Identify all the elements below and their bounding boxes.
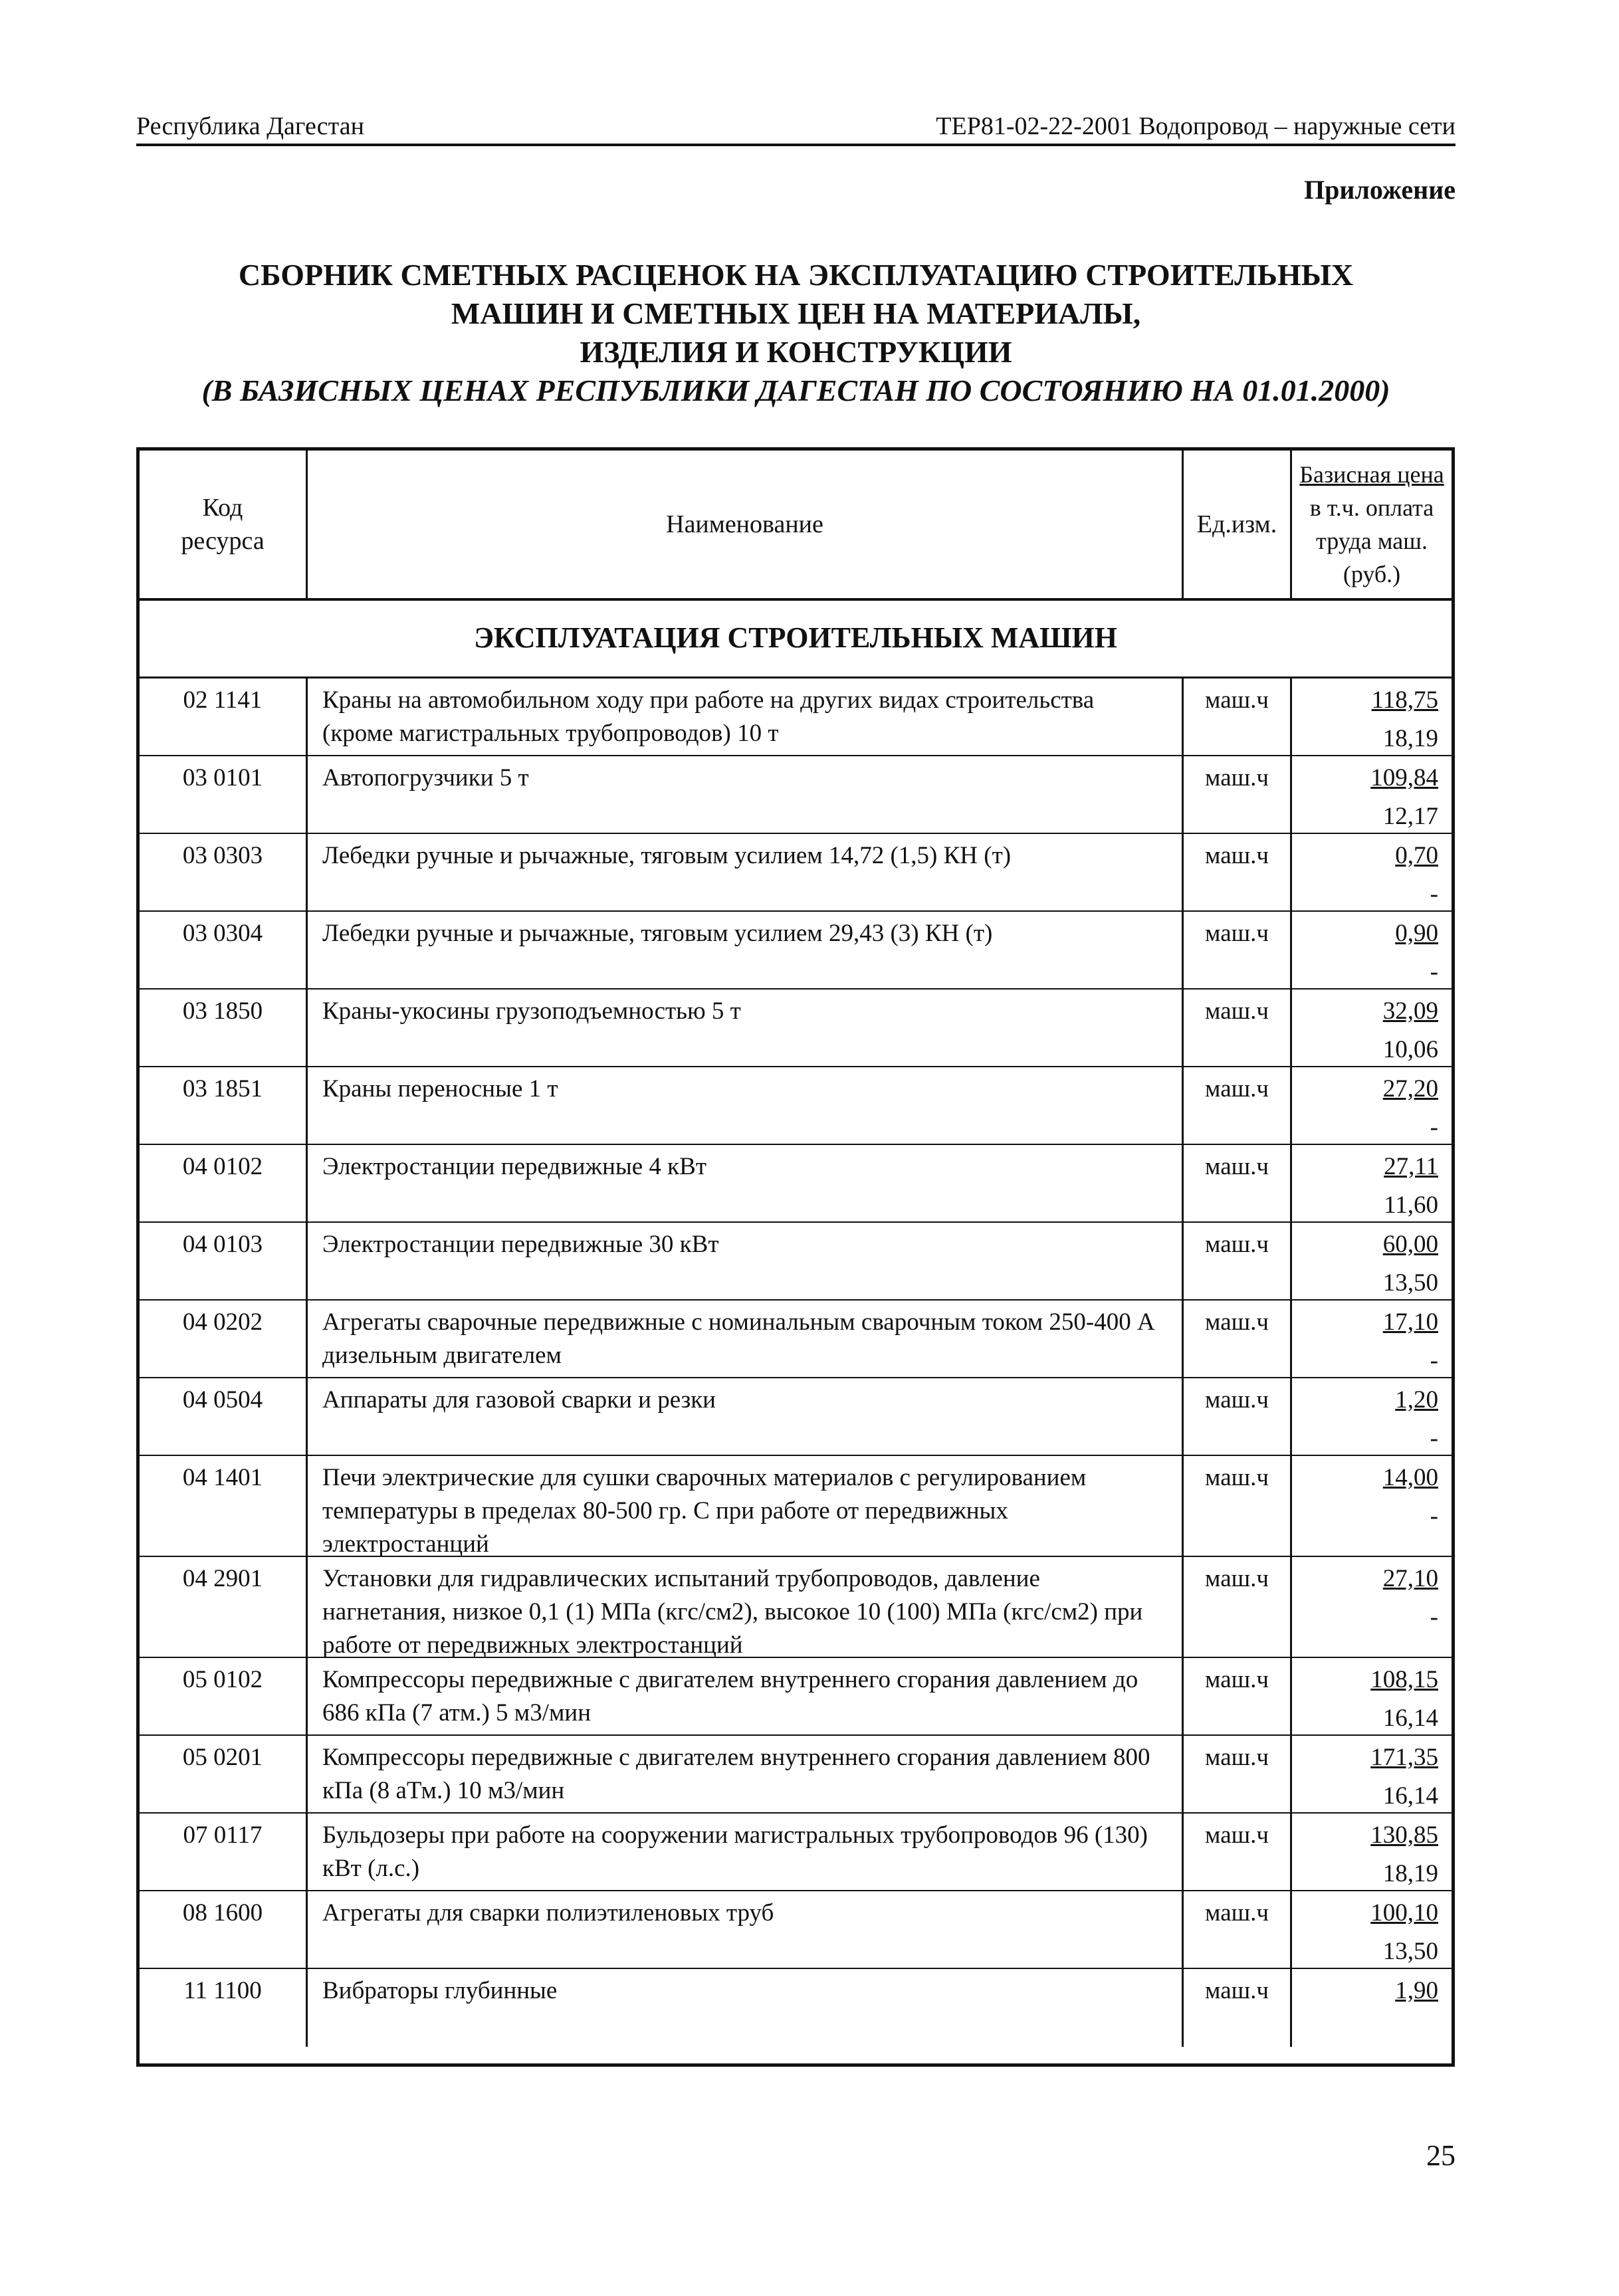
price-cell bbox=[1290, 1969, 1452, 2047]
table-row bbox=[140, 1456, 1452, 1557]
unit-cell: маш.ч bbox=[1182, 1658, 1290, 1734]
running-header-right: ТЕР81-02-22-2001 Водопровод – наружные сети bbox=[936, 112, 1456, 140]
name-cell: Печи электрические для сушки сварочных материалов с регулированием температуры в пределах 80-500 гр. С при работе от передвижных электростанций bbox=[306, 1456, 1182, 1556]
table-row bbox=[140, 990, 1452, 1067]
price-cell bbox=[1290, 756, 1452, 833]
base-price: 130,85 bbox=[1370, 1822, 1438, 1849]
base-price: 60,00 bbox=[1382, 1231, 1438, 1258]
table-row bbox=[140, 678, 1452, 756]
base-price: 14,00 bbox=[1382, 1464, 1438, 1491]
name-cell: Агрегаты для сварки полиэтиленовых труб bbox=[306, 1891, 1182, 1968]
base-price: 0,70 bbox=[1395, 842, 1438, 869]
code-cell: 03 1850 bbox=[182, 997, 263, 1025]
name-cell: Лебедки ручные и рычажные, тяговым усилием 14,72 (1,5) КН (т) bbox=[306, 834, 1182, 910]
unit-cell: маш.ч bbox=[1182, 1067, 1290, 1144]
name-cell: Электростанции передвижные 30 кВт bbox=[306, 1223, 1182, 1299]
title-line-4: (В БАЗИСНЫХ ЦЕНАХ РЕСПУБЛИКИ ДАГЕСТАН ПО СОСТОЯНИЮ НА 01.01.2000) bbox=[201, 373, 1390, 407]
price-cell bbox=[1290, 1067, 1452, 1144]
code-cell: 05 0201 bbox=[182, 1744, 263, 1771]
name-cell: Краны на автомобильном ходу при работе на других видах строительства (кроме магистральных трубопроводов) 10 т bbox=[306, 678, 1182, 755]
header-unit: Ед.изм. bbox=[1182, 451, 1290, 598]
code-cell: 03 0304 bbox=[182, 920, 263, 947]
name-cell: Аппараты для газовой сварки и резки bbox=[306, 1378, 1182, 1455]
price-cell bbox=[1290, 1145, 1452, 1221]
name-cell: Агрегаты сварочные передвижные с номинальным сварочным током 250-400 А дизельным двигателем bbox=[306, 1301, 1182, 1377]
header-code-line-1: Код bbox=[202, 494, 243, 522]
table-body bbox=[140, 678, 1452, 2047]
price-cell bbox=[1290, 1814, 1452, 1890]
table-row bbox=[140, 756, 1452, 834]
price-cell bbox=[1290, 1658, 1452, 1734]
table-row bbox=[140, 1223, 1452, 1301]
header-code-line-2: ресурса bbox=[181, 527, 265, 555]
price-cell bbox=[1290, 990, 1452, 1066]
unit-cell: маш.ч bbox=[1182, 1378, 1290, 1455]
price-cell bbox=[1290, 1378, 1452, 1455]
table-row bbox=[140, 1891, 1452, 1969]
section-heading: ЭКСПЛУАТАЦИЯ СТРОИТЕЛЬНЫХ МАШИН bbox=[140, 598, 1452, 678]
table-row bbox=[140, 1378, 1452, 1456]
base-price: 32,09 bbox=[1382, 997, 1438, 1025]
base-price: 100,10 bbox=[1370, 1899, 1438, 1927]
price-table bbox=[136, 447, 1455, 2067]
table-row bbox=[140, 1301, 1452, 1378]
labor-cost: 18,19 bbox=[1382, 725, 1438, 752]
code-cell: 02 1141 bbox=[183, 686, 263, 714]
unit-cell: маш.ч bbox=[1182, 1301, 1290, 1377]
price-cell bbox=[1290, 912, 1452, 988]
code-cell: 04 0202 bbox=[182, 1308, 263, 1336]
header-price-line-3: труда маш. bbox=[1316, 528, 1428, 554]
name-cell: Установки для гидравлических испытаний трубопроводов, давление нагнетания, низкое 0,1 (1) МПа (кгс/см2), высокое 10 (100) МПа (кгс/см2) при работе от передвижных электростанций bbox=[306, 1557, 1182, 1657]
base-price: 1,20 bbox=[1395, 1386, 1438, 1413]
base-price: 27,11 bbox=[1384, 1153, 1438, 1180]
base-price: 1,90 bbox=[1395, 1977, 1438, 2004]
unit-cell: маш.ч bbox=[1182, 1736, 1290, 1812]
table-row bbox=[140, 1067, 1452, 1145]
code-cell: 07 0117 bbox=[183, 1822, 263, 1849]
labor-cost: 13,50 bbox=[1382, 1938, 1438, 1965]
name-cell: Вибраторы глубинные bbox=[306, 1969, 1182, 2047]
base-price: 27,10 bbox=[1382, 1565, 1438, 1592]
code-cell: 04 0504 bbox=[182, 1386, 263, 1413]
labor-cost: - bbox=[1430, 1425, 1438, 1452]
table-row bbox=[140, 1145, 1452, 1223]
labor-cost: 10,06 bbox=[1382, 1036, 1438, 1063]
price-cell bbox=[1290, 834, 1452, 910]
name-cell: Краны-укосины грузоподъемностью 5 т bbox=[306, 990, 1182, 1066]
labor-cost: 12,17 bbox=[1382, 803, 1438, 830]
unit-cell: маш.ч bbox=[1182, 912, 1290, 988]
base-price: 27,20 bbox=[1382, 1075, 1438, 1102]
labor-cost: - bbox=[1430, 1503, 1438, 1530]
name-cell: Лебедки ручные и рычажные, тяговым усилием 29,43 (3) КН (т) bbox=[306, 912, 1182, 988]
table-row bbox=[140, 1557, 1452, 1658]
code-cell: 03 0303 bbox=[182, 842, 263, 869]
running-header-left: Республика Дагестан bbox=[136, 112, 364, 140]
unit-cell: маш.ч bbox=[1182, 1814, 1290, 1890]
price-cell bbox=[1290, 1456, 1452, 1556]
code-cell: 05 0102 bbox=[182, 1666, 263, 1693]
name-cell: Компрессоры передвижные с двигателем внутреннего сгорания давлением 800 кПа (8 аТм.) 10 м3/мин bbox=[306, 1736, 1182, 1812]
header-name: Наименование bbox=[306, 451, 1182, 598]
labor-cost: - bbox=[1430, 1604, 1438, 1631]
code-cell: 08 1600 bbox=[182, 1899, 263, 1927]
code-cell: 04 1401 bbox=[182, 1464, 263, 1491]
unit-cell: маш.ч bbox=[1182, 1223, 1290, 1299]
labor-cost: 11,60 bbox=[1384, 1192, 1438, 1219]
name-cell: Краны переносные 1 т bbox=[306, 1067, 1182, 1144]
header-price-line-4: (руб.) bbox=[1343, 561, 1401, 587]
name-cell: Компрессоры передвижные с двигателем внутреннего сгорания давлением до 686 кПа (7 атм.) 5 м3/мин bbox=[306, 1658, 1182, 1734]
labor-cost: 16,14 bbox=[1382, 1782, 1438, 1810]
title-line-1: СБОРНИК СМЕТНЫХ РАСЦЕНОК НА ЭКСПЛУАТАЦИЮ СТРОИТЕЛЬНЫХ bbox=[238, 258, 1354, 292]
title-line-3: ИЗДЕЛИЯ И КОНСТРУКЦИИ bbox=[580, 335, 1012, 369]
code-cell: 03 0101 bbox=[182, 764, 263, 791]
header-rule bbox=[136, 144, 1456, 146]
title-line-2: МАШИН И СМЕТНЫХ ЦЕН НА МАТЕРИАЛЫ, bbox=[451, 296, 1141, 330]
base-price: 118,75 bbox=[1371, 686, 1438, 714]
base-price: 108,15 bbox=[1370, 1666, 1438, 1693]
labor-cost: - bbox=[1430, 958, 1438, 986]
unit-cell: маш.ч bbox=[1182, 678, 1290, 755]
price-cell bbox=[1290, 1891, 1452, 1968]
name-cell: Электростанции передвижные 4 кВт bbox=[306, 1145, 1182, 1221]
code-cell: 04 0102 bbox=[182, 1153, 263, 1180]
unit-cell: маш.ч bbox=[1182, 1145, 1290, 1221]
labor-cost: 13,50 bbox=[1382, 1269, 1438, 1297]
labor-cost: - bbox=[1430, 1347, 1438, 1374]
code-cell: 04 2901 bbox=[182, 1565, 263, 1592]
appendix-label: Приложение bbox=[1304, 175, 1456, 205]
unit-cell: маш.ч bbox=[1182, 1456, 1290, 1556]
name-cell: Автопогрузчики 5 т bbox=[306, 756, 1182, 833]
price-cell bbox=[1290, 678, 1452, 755]
code-cell: 04 0103 bbox=[182, 1231, 263, 1258]
base-price: 171,35 bbox=[1370, 1744, 1438, 1771]
unit-cell: маш.ч bbox=[1182, 1891, 1290, 1968]
page-number: 25 bbox=[1426, 2139, 1456, 2172]
unit-cell: маш.ч bbox=[1182, 834, 1290, 910]
table-row bbox=[140, 1658, 1452, 1736]
table-row bbox=[140, 834, 1452, 912]
name-cell: Бульдозеры при работе на сооружении магистральных трубопроводов 96 (130) кВт (л.с.) bbox=[306, 1814, 1182, 1890]
price-cell bbox=[1290, 1557, 1452, 1657]
base-price: 17,10 bbox=[1382, 1308, 1438, 1336]
unit-cell: маш.ч bbox=[1182, 1969, 1290, 2047]
unit-cell: маш.ч bbox=[1182, 756, 1290, 833]
table-row bbox=[140, 1814, 1452, 1891]
labor-cost: 16,14 bbox=[1382, 1705, 1438, 1732]
header-price-line-1: Базисная цена bbox=[1299, 461, 1444, 488]
code-cell: 03 1851 bbox=[182, 1075, 263, 1102]
price-cell bbox=[1290, 1736, 1452, 1812]
code-cell: 11 1100 bbox=[183, 1977, 262, 2004]
labor-cost: - bbox=[1430, 1114, 1438, 1141]
price-cell bbox=[1290, 1223, 1452, 1299]
unit-cell: маш.ч bbox=[1182, 1557, 1290, 1657]
price-cell bbox=[1290, 1301, 1452, 1377]
table-row bbox=[140, 912, 1452, 990]
labor-cost: - bbox=[1430, 881, 1438, 908]
labor-cost: 18,19 bbox=[1382, 1860, 1438, 1887]
header-price bbox=[1290, 451, 1452, 598]
unit-cell: маш.ч bbox=[1182, 990, 1290, 1066]
document-title bbox=[136, 256, 1456, 410]
header-price-line-2: в т.ч. оплата bbox=[1309, 494, 1434, 521]
header-code bbox=[140, 451, 306, 598]
table-row bbox=[140, 1736, 1452, 1814]
base-price: 109,84 bbox=[1370, 764, 1438, 791]
table-row bbox=[140, 1969, 1452, 2047]
table-header-row bbox=[140, 451, 1452, 601]
base-price: 0,90 bbox=[1395, 920, 1438, 947]
